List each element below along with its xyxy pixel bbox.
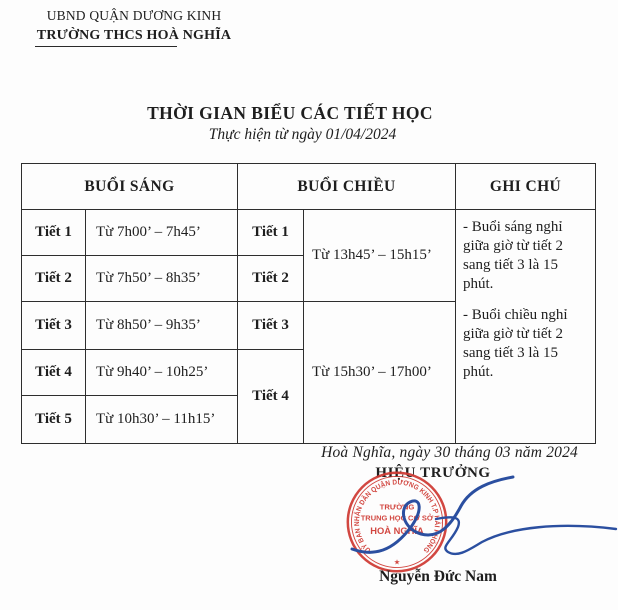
afternoon-period-cell: Tiết 2 [238, 256, 304, 302]
org-header-block [18, 8, 250, 47]
afternoon-period-cell: Tiết 3 [238, 302, 304, 350]
morning-period-cell: Tiết 3 [22, 302, 86, 350]
table-header-row [22, 164, 596, 210]
morning-time-cell: Từ 8h50’ – 9h35’ [86, 302, 238, 350]
morning-period-cell: Tiết 1 [22, 210, 86, 256]
date-line: Hoà Nghĩa, ngày 30 tháng 03 năm 2024 [321, 444, 578, 461]
org-line1: UBND QUẬN DƯƠNG KINH [46, 8, 222, 23]
stamp-star-icon: ★ [393, 557, 401, 567]
header-afternoon: BUỔI CHIỀU [238, 164, 456, 210]
org-line2: TRƯỜNG THCS HOÀ NGHĨA [36, 27, 232, 43]
doc-subtitle: Thực hiện từ ngày 01/04/2024 [208, 126, 397, 143]
morning-period-cell: Tiết 2 [22, 256, 86, 302]
signature-icon [330, 455, 618, 580]
morning-time-cell: Từ 9h40’ – 10h25’ [86, 350, 238, 396]
notes-cell [456, 210, 596, 444]
note-paragraph: - Buổi chiều nghỉ giữa giờ từ tiết 2 sang tiết 3 là 15 phút. [463, 307, 568, 381]
stamp-center-line1: TRƯỜNG [379, 502, 415, 512]
header-notes: GHI CHÚ [456, 164, 596, 210]
stamp-ring-text: UỶ BAN NHÂN DÂN QUẬN DƯƠNG KINH T.P HẢI PHÒNG [353, 479, 441, 554]
signer-name: Nguyễn Đức Nam [379, 568, 497, 585]
morning-time-cell: Từ 7h50’ – 8h35’ [86, 256, 238, 302]
morning-time-cell: Từ 7h00’ – 7h45’ [86, 210, 238, 256]
morning-time-cell: Từ 10h30’ – 11h15’ [86, 396, 238, 444]
morning-period-cell: Tiết 4 [22, 350, 86, 396]
afternoon-time-cell: Từ 13h45’ – 15h15’ [304, 210, 456, 302]
org-underline [35, 46, 177, 47]
afternoon-time-cell: Từ 15h30’ – 17h00’ [304, 302, 456, 444]
note-paragraph: - Buổi sáng nghỉ giữa giờ từ tiết 2 sang tiết 3 là 15 phút. [463, 219, 564, 293]
stamp-center-line2: TRUNG HỌC CƠ SỞ [360, 513, 434, 523]
afternoon-period-cell: Tiết 4 [238, 350, 304, 444]
header-morning: BUỔI SÁNG [22, 164, 238, 210]
timetable [21, 163, 596, 444]
signature-stroke-tail [436, 517, 616, 554]
table-row [22, 210, 596, 256]
stamp-center-line3: HOÀ NGHĨA [370, 525, 424, 536]
signature-stroke-main [352, 477, 513, 552]
doc-title: THỜI GIAN BIỂU CÁC TIẾT HỌC [147, 103, 433, 123]
afternoon-period-cell: Tiết 1 [238, 210, 304, 256]
morning-period-cell: Tiết 5 [22, 396, 86, 444]
signer-title: HIỆU TRƯỞNG [375, 465, 491, 481]
